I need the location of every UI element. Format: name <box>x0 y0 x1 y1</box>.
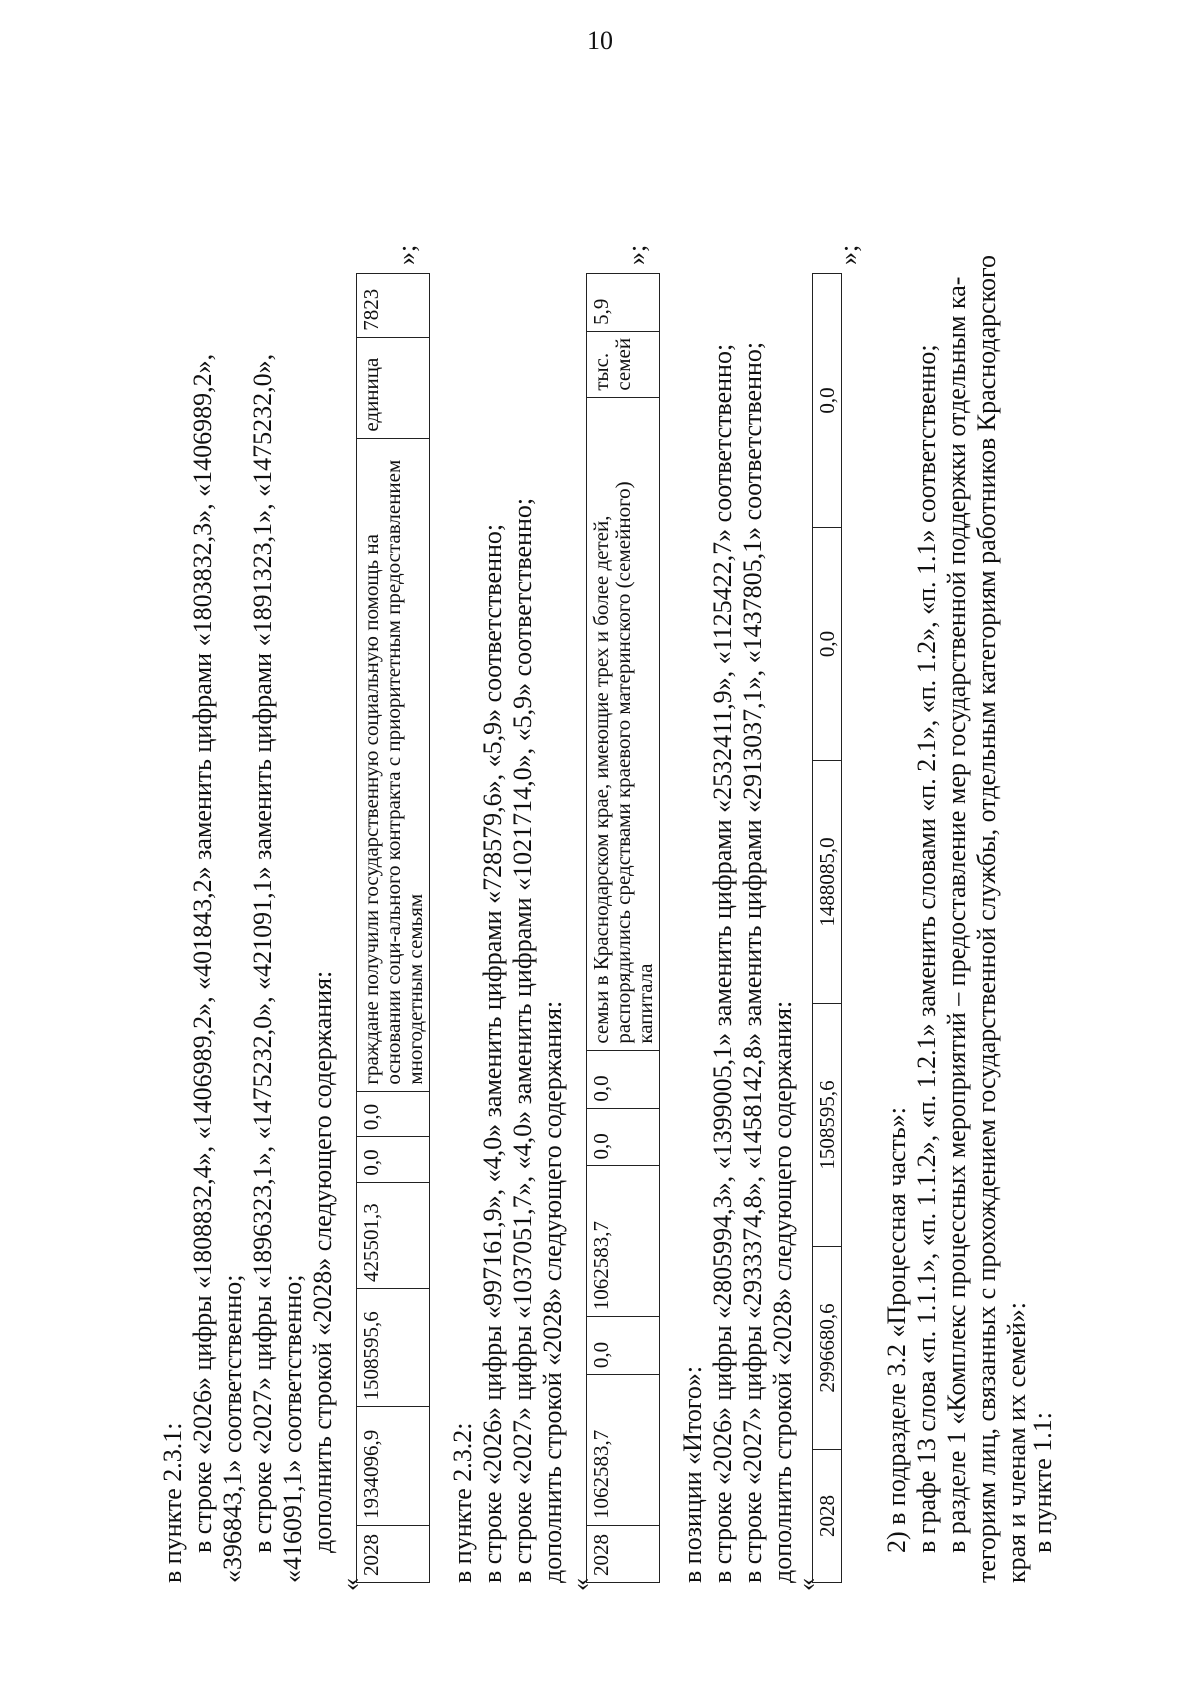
text-line: в строке «2027» цифры «2933374,8», «1458142,8» заменить цифрами «2913037,1», «1437805,1» соответственно; <box>738 341 767 1583</box>
table-cell: 0,0 <box>587 1108 660 1166</box>
table-2028-2-3-2 <box>586 273 660 1583</box>
quote-open: « <box>566 1578 595 1591</box>
table-row <box>813 274 842 1583</box>
table-cell: 2996680,6 <box>813 1247 842 1450</box>
table-cell-value: 5,9 <box>587 274 660 332</box>
table-cell: 0,0 <box>587 1050 660 1108</box>
text-line: в строке «2026» цифры «2805994,3», «1399005,1» заменить цифрами «2532411,9», «1125422,7» соответственно; <box>708 343 737 1583</box>
table-row <box>357 274 430 1583</box>
quote-close: »; <box>834 244 863 265</box>
text-line: дополнить строкой «2028» следующего содержания: <box>768 1000 797 1583</box>
quote-open: « <box>336 1578 365 1591</box>
table-cell: 0,0 <box>813 274 842 528</box>
document-body <box>158 83 1058 1591</box>
page-number: 10 <box>587 26 613 55</box>
text-line: «396843,1» соответственно; <box>218 1274 247 1583</box>
table-cell: 1062583,7 <box>587 1166 660 1317</box>
text-line: в разделе 1 «Комплекс процессных мероприятий – предоставление мер государственной поддержки отдельным ка- <box>942 276 971 1553</box>
text-line: в строке «2027» цифры «1896323,1», «1475232,0», «421091,1» заменить цифрами «1891323,1», «1475232,0», <box>248 353 277 1553</box>
text-line: дополнить строкой «2028» следующего содержания: <box>538 1000 567 1583</box>
text-line: «416091,1» соответственно; <box>278 1274 307 1583</box>
text-line: в пункте 2.3.2: <box>448 1422 477 1583</box>
table-cell: 2028 <box>587 1526 660 1583</box>
table-cell-value: 7823 <box>357 274 430 338</box>
table-cell: 1062583,7 <box>587 1375 660 1526</box>
text-line: края и членам их семей»: <box>1002 1302 1031 1583</box>
table-cell-description: семьи в Краснодарском крае, имеющие трех и более детей, распорядились средствами краевого материнского (семейного) капитала <box>587 397 660 1050</box>
table-cell-description: граждане получили государственную социальную помощь на основании соци-ального контракта с приоритетным предоставлением многодетным семьям <box>357 438 430 1091</box>
text-line: в строке «2026» цифры «997161,9», «4,0» заменить цифрами «728579,6», «5,9» соответственно; <box>478 523 507 1583</box>
text-line: в позиции «Итого»: <box>678 1365 707 1583</box>
quote-close: »; <box>392 244 421 265</box>
quote-close: »; <box>622 244 651 265</box>
text-line: дополнить строкой «2028» следующего содержания: <box>308 970 337 1553</box>
table-cell: 2028 <box>357 1526 430 1583</box>
table-cell-unit: единица <box>357 337 430 438</box>
text-line: в графе 13 слова «п. 1.1.1», «п. 1.1.2», «п. 1.2.1» заменить словами «п. 2.1», «п. 1.2», «п. 1.1» соответственно; <box>912 344 941 1553</box>
text-line: в пункте 1.1: <box>1028 1411 1057 1553</box>
table-cell: 425501,3 <box>357 1182 430 1288</box>
table-cell-unit: тыс. семей <box>587 331 660 397</box>
text-line: тегориям лиц, связанных с прохождением государственной службы, отдельным категориям работников Краснодарского <box>972 255 1001 1583</box>
table-row <box>587 274 660 1583</box>
table-cell: 0,0 <box>357 1137 430 1182</box>
quote-open: « <box>792 1578 821 1591</box>
table-cell: 0,0 <box>587 1317 660 1375</box>
table-cell: 1508595,6 <box>813 1004 842 1247</box>
text-line: в строке «2026» цифры «1808832,4», «1406989,2», «401843,2» заменить цифрами «1803832,3», «1406989,2», <box>188 353 217 1553</box>
table-cell: 1508595,6 <box>357 1288 430 1407</box>
table-cell: 1934096,9 <box>357 1407 430 1526</box>
table-cell: 0,0 <box>813 528 842 761</box>
table-cell: 2028 <box>813 1450 842 1583</box>
text-line: в пункте 2.3.1: <box>158 1422 187 1583</box>
table-cell: 1488085,0 <box>813 761 842 1004</box>
table-itogo-2028 <box>812 273 842 1583</box>
table-cell: 0,0 <box>357 1091 430 1136</box>
text-line: в строке «2027» цифры «1037051,7», «4,0» заменить цифрами «1021714,0», «5,9» соответственно; <box>508 497 537 1583</box>
text-line: 2) в подразделе 3.2 «Процессная часть»: <box>882 1107 911 1553</box>
table-2028-2-3-1 <box>356 273 430 1583</box>
